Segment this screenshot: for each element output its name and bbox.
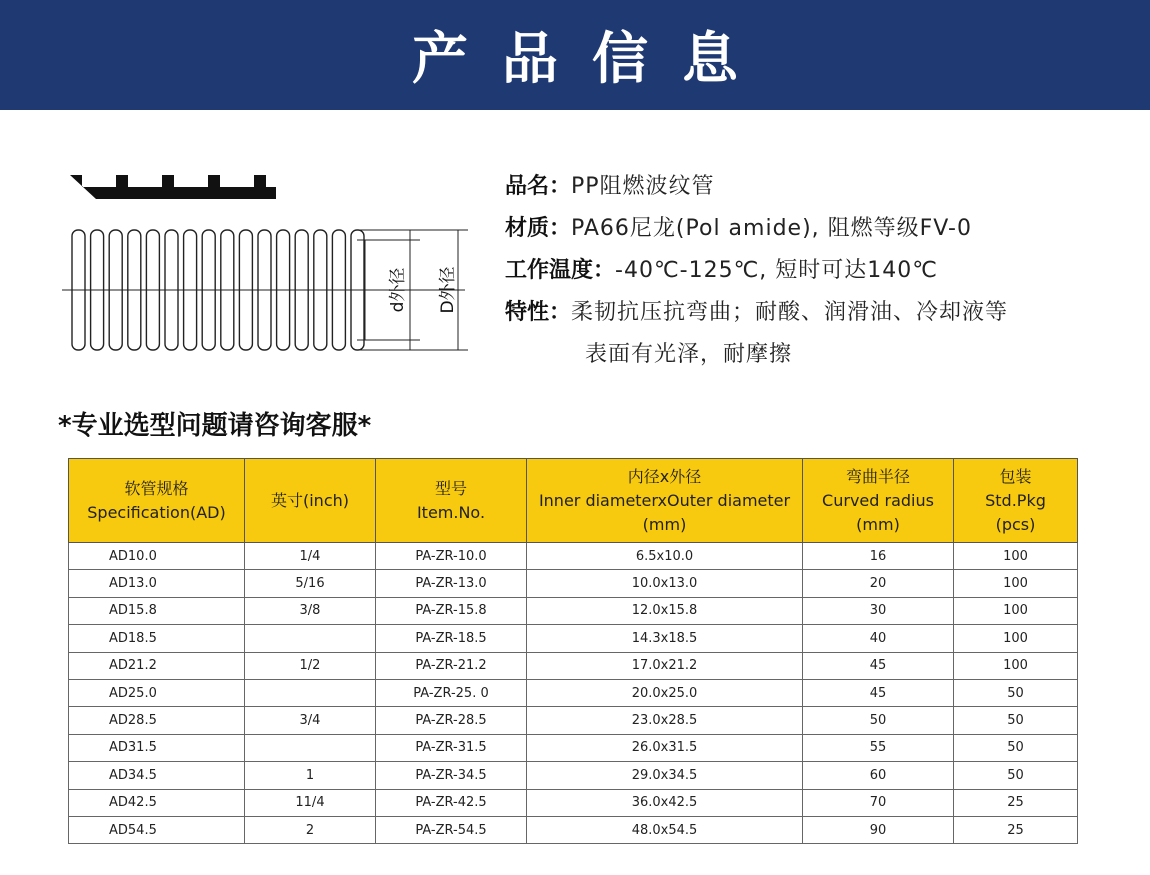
table-cell: 45: [803, 652, 954, 679]
table-cell: 55: [803, 734, 954, 761]
product-info: [505, 166, 1105, 376]
table-row: [69, 543, 1078, 570]
consult-note: *专业选型问题请咨询客服*: [58, 411, 372, 441]
spec-table-body: [69, 543, 1078, 844]
table-cell: 100: [954, 543, 1078, 570]
table-cell: 50: [954, 762, 1078, 789]
table-cell: 36.0x42.5: [527, 789, 803, 816]
table-cell: 2: [245, 816, 376, 843]
table-cell: 1: [245, 762, 376, 789]
header-package: 包装 Std.Pkg (pcs): [954, 459, 1078, 543]
table-row: [69, 707, 1078, 734]
corrugated-tube-diagram: [60, 165, 480, 365]
table-cell: PA-ZR-18.5: [376, 625, 527, 652]
info-features-row: [505, 292, 1105, 334]
table-cell: AD54.5: [69, 816, 245, 843]
table-cell: 16: [803, 543, 954, 570]
spec-table: [68, 458, 1078, 844]
info-temperature-key: 工作温度：: [505, 258, 616, 283]
table-cell: [245, 625, 376, 652]
table-cell: 1/4: [245, 543, 376, 570]
table-cell: 1/2: [245, 652, 376, 679]
table-cell: 10.0x13.0: [527, 570, 803, 597]
table-cell: 17.0x21.2: [527, 652, 803, 679]
table-cell: 45: [803, 679, 954, 706]
title-banner: [0, 0, 1150, 110]
table-cell: 30: [803, 597, 954, 624]
table-cell: 40: [803, 625, 954, 652]
info-name-key: 品名：: [505, 174, 572, 199]
table-cell: 100: [954, 570, 1078, 597]
table-cell: 70: [803, 789, 954, 816]
table-cell: 100: [954, 625, 1078, 652]
header-inch: 英寸(inch): [245, 459, 376, 543]
table-cell: 12.0x15.8: [527, 597, 803, 624]
table-cell: PA-ZR-10.0: [376, 543, 527, 570]
table-row: [69, 762, 1078, 789]
outer-diameter-label: D外径: [438, 266, 458, 314]
table-cell: 20.0x25.0: [527, 679, 803, 706]
table-cell: 90: [803, 816, 954, 843]
header-diameter: 内径x外径 Inner diameterxOuter diameter (mm): [527, 459, 803, 543]
info-name-row: [505, 166, 1105, 208]
table-header-row: [69, 459, 1078, 543]
table-cell: PA-ZR-42.5: [376, 789, 527, 816]
table-cell: 23.0x28.5: [527, 707, 803, 734]
header-specification: 软管规格 Specification(AD): [69, 459, 245, 543]
table-row: [69, 597, 1078, 624]
info-features-value-cont: 表面有光泽，耐摩擦: [585, 342, 793, 367]
table-row: [69, 816, 1078, 843]
table-cell: 3/8: [245, 597, 376, 624]
table-cell: 100: [954, 597, 1078, 624]
table-row: [69, 625, 1078, 652]
table-cell: 29.0x34.5: [527, 762, 803, 789]
table-cell: 25: [954, 789, 1078, 816]
table-cell: 48.0x54.5: [527, 816, 803, 843]
table-cell: [245, 679, 376, 706]
table-cell: AD42.5: [69, 789, 245, 816]
tube-profile-icon: [70, 175, 276, 199]
table-cell: AD31.5: [69, 734, 245, 761]
table-cell: 50: [803, 707, 954, 734]
table-cell: 25: [954, 816, 1078, 843]
table-cell: 100: [954, 652, 1078, 679]
table-cell: 6.5x10.0: [527, 543, 803, 570]
table-cell: 11/4: [245, 789, 376, 816]
page-title: 产品信息: [412, 27, 772, 92]
table-cell: PA-ZR-15.8: [376, 597, 527, 624]
table-cell: 50: [954, 734, 1078, 761]
table-cell: 26.0x31.5: [527, 734, 803, 761]
info-material-row: [505, 208, 1105, 250]
table-cell: PA-ZR-25. 0: [376, 679, 527, 706]
table-cell: PA-ZR-13.0: [376, 570, 527, 597]
info-material-value: PA66尼龙(Pol amide), 阻燃等级FV-0: [571, 216, 972, 241]
info-material-key: 材质：: [505, 216, 572, 241]
table-cell: 14.3x18.5: [527, 625, 803, 652]
table-cell: AD13.0: [69, 570, 245, 597]
table-cell: AD21.2: [69, 652, 245, 679]
table-cell: PA-ZR-31.5: [376, 734, 527, 761]
table-cell: AD28.5: [69, 707, 245, 734]
info-temperature-row: [505, 250, 1105, 292]
table-cell: 5/16: [245, 570, 376, 597]
table-row: [69, 734, 1078, 761]
table-cell: AD34.5: [69, 762, 245, 789]
info-features-key: 特性：: [505, 300, 572, 325]
table-row: [69, 570, 1078, 597]
table-cell: 60: [803, 762, 954, 789]
table-cell: PA-ZR-54.5: [376, 816, 527, 843]
table-cell: 50: [954, 679, 1078, 706]
table-cell: AD25.0: [69, 679, 245, 706]
table-row: [69, 789, 1078, 816]
info-temperature-value: -40℃-125℃, 短时可达140℃: [615, 258, 938, 283]
table-row: [69, 679, 1078, 706]
table-cell: PA-ZR-28.5: [376, 707, 527, 734]
info-name-value: PP阻燃波纹管: [571, 174, 715, 199]
table-cell: [245, 734, 376, 761]
table-cell: AD15.8: [69, 597, 245, 624]
table-cell: 20: [803, 570, 954, 597]
table-cell: 50: [954, 707, 1078, 734]
table-cell: PA-ZR-34.5: [376, 762, 527, 789]
info-features-value: 柔韧抗压抗弯曲；耐酸、润滑油、冷却液等: [571, 300, 1009, 325]
header-item-no: 型号 Item.No.: [376, 459, 527, 543]
table-cell: PA-ZR-21.2: [376, 652, 527, 679]
table-cell: 3/4: [245, 707, 376, 734]
table-cell: AD10.0: [69, 543, 245, 570]
header-curved-radius: 弯曲半径 Curved radius (mm): [803, 459, 954, 543]
table-row: [69, 652, 1078, 679]
table-cell: AD18.5: [69, 625, 245, 652]
inner-diameter-label: d外径: [388, 267, 408, 313]
